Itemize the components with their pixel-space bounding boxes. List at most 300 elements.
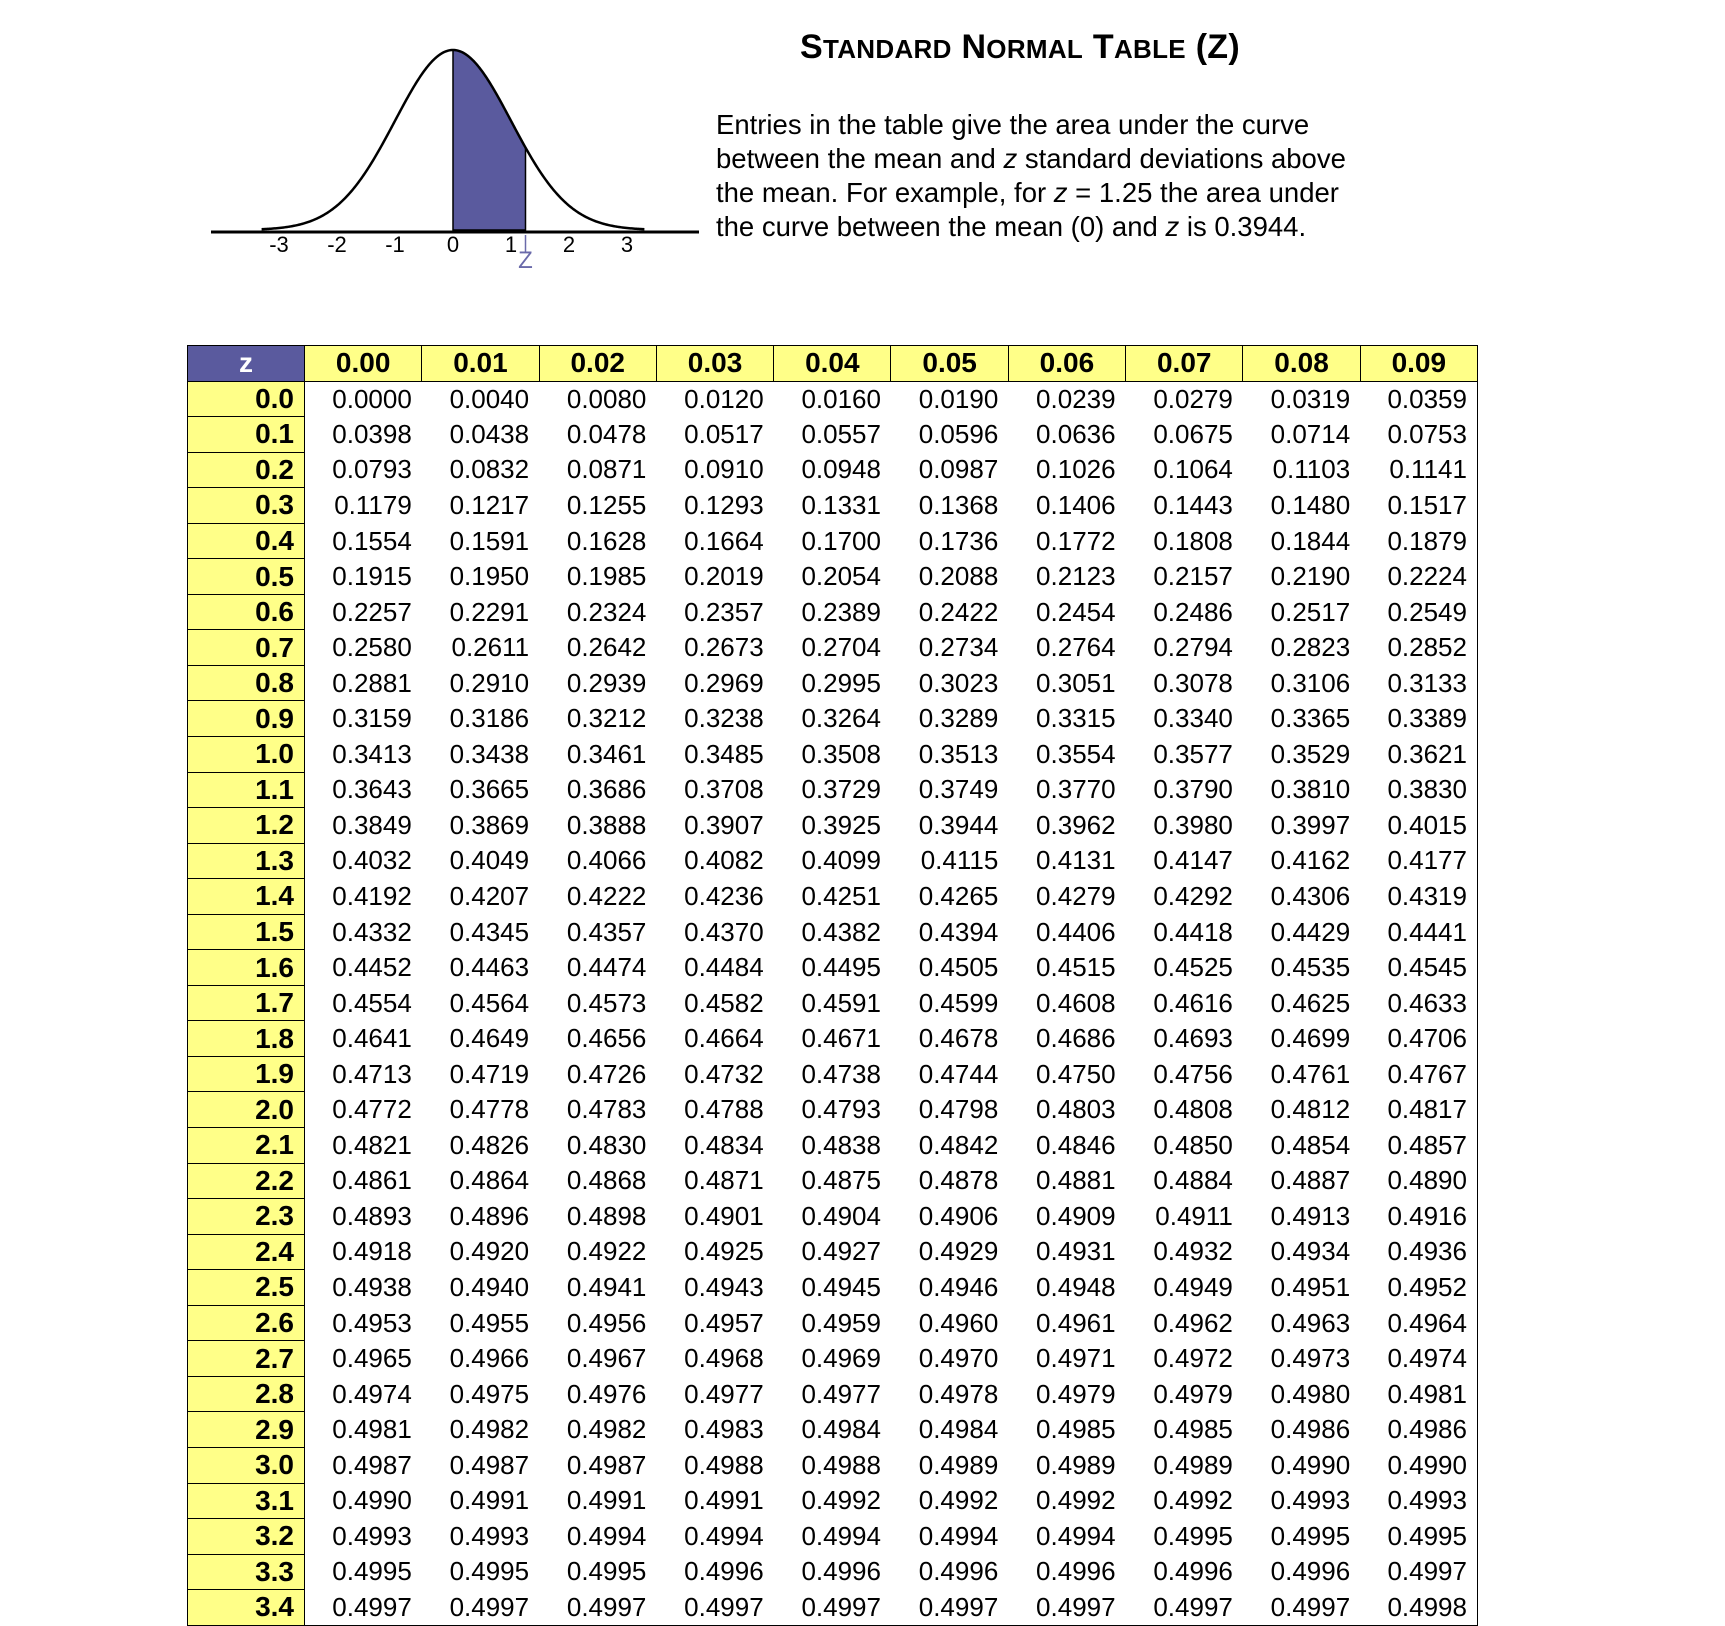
row-header-z: 2.2 — [188, 1163, 305, 1199]
table-row — [188, 452, 1478, 488]
table-cell: 0.4798 — [918, 1094, 999, 1125]
table-cell: 0.3078 — [1153, 667, 1233, 698]
table-cell: 0.4357 — [566, 916, 647, 947]
table-cell: 0.4990 — [1270, 1449, 1351, 1480]
row-header-z: 2.8 — [188, 1376, 305, 1412]
table-cell: 0.4961 — [1036, 1307, 1116, 1338]
table-cell: 0.4978 — [918, 1378, 999, 1409]
table-cell: 0.0832 — [449, 454, 530, 485]
table-cell: 0.4474 — [566, 952, 647, 983]
table-cell: 0.1879 — [1387, 525, 1467, 556]
table-row — [188, 1056, 1478, 1092]
table-row — [188, 665, 1478, 701]
row-header-z: 1.2 — [188, 808, 305, 844]
table-cell: 0.4686 — [1036, 1023, 1116, 1054]
table-cell: 0.1772 — [1036, 525, 1116, 556]
normal-curve-figure — [205, 20, 705, 280]
table-cell: 0.4996 — [1153, 1556, 1233, 1587]
table-cell: 0.4927 — [801, 1236, 881, 1267]
table-cell: 0.3438 — [449, 738, 530, 769]
table-cell: 0.4997 — [1153, 1591, 1233, 1622]
table-cell: 0.0279 — [1153, 383, 1233, 414]
table-cell: 0.4957 — [684, 1307, 764, 1338]
table-cell: 0.4969 — [801, 1343, 881, 1374]
table-cell: 0.4993 — [1387, 1485, 1467, 1516]
table-cell: 0.4998 — [1387, 1591, 1467, 1622]
table-cell: 0.3749 — [918, 774, 999, 805]
table-cell: 0.0871 — [566, 454, 647, 485]
table-cell: 0.2642 — [566, 632, 647, 663]
table-cell: 0.3508 — [801, 738, 881, 769]
table-cell: 0.2257 — [332, 596, 412, 627]
table-cell: 0.4812 — [1270, 1094, 1351, 1125]
table-cell: 0.4938 — [332, 1271, 412, 1302]
table-cell: 0.4878 — [918, 1165, 999, 1196]
table-cell: 0.4147 — [1153, 845, 1233, 876]
table-cell: 0.4671 — [801, 1023, 881, 1054]
table-cell: 0.3810 — [1270, 774, 1351, 805]
table-cell: 0.4015 — [1387, 809, 1467, 840]
table-cell: 0.3485 — [684, 738, 764, 769]
table-cell: 0.4441 — [1387, 916, 1467, 947]
table-cell: 0.4207 — [449, 880, 530, 911]
row-header-z: 1.8 — [188, 1021, 305, 1057]
table-cell: 0.4965 — [332, 1343, 412, 1374]
table-cell: 0.3051 — [1036, 667, 1116, 698]
table-row — [188, 630, 1478, 666]
table-cell: 0.4599 — [918, 987, 999, 1018]
table-cell: 0.0080 — [566, 383, 647, 414]
table-cell: 0.4761 — [1270, 1058, 1351, 1089]
table-cell: 0.4995 — [1153, 1520, 1233, 1551]
column-header: 0.04 — [774, 346, 891, 382]
axis-tick-label: 3 — [620, 232, 634, 257]
table-cell: 0.1736 — [918, 525, 999, 556]
table-cell: 0.1628 — [566, 525, 647, 556]
table-cell: 0.4925 — [684, 1236, 764, 1267]
table-cell: 0.4633 — [1387, 987, 1467, 1018]
table-cell: 0.3925 — [801, 809, 881, 840]
table-cell: 0.2486 — [1153, 596, 1233, 627]
table-cell: 0.4909 — [1036, 1200, 1116, 1231]
row-header-z: 0.3 — [188, 488, 305, 524]
table-cell: 0.4793 — [801, 1094, 881, 1125]
table-cell: 0.2881 — [332, 667, 412, 698]
table-cell: 0.4940 — [449, 1271, 530, 1302]
table-cell: 0.2673 — [684, 632, 764, 663]
table-cell: 0.4995 — [1270, 1520, 1351, 1551]
table-cell: 0.4881 — [1036, 1165, 1116, 1196]
table-row — [188, 843, 1478, 879]
table-cell: 0.4916 — [1387, 1200, 1467, 1231]
row-header-z: 2.9 — [188, 1412, 305, 1448]
z-marker-label: Z — [518, 247, 533, 274]
table-cell: 0.0000 — [332, 383, 412, 414]
table-row — [188, 914, 1478, 950]
table-cell: 0.2517 — [1270, 596, 1351, 627]
table-cell: 0.4817 — [1387, 1094, 1467, 1125]
table-cell: 0.4871 — [684, 1165, 764, 1196]
table-cell: 0.4744 — [918, 1058, 999, 1089]
table-cell: 0.4991 — [566, 1485, 647, 1516]
table-cell: 0.1950 — [449, 561, 530, 592]
table-cell: 0.4750 — [1036, 1058, 1116, 1089]
table-cell: 0.0517 — [684, 418, 764, 449]
table-cell: 0.4838 — [801, 1129, 881, 1160]
table-cell: 0.4997 — [332, 1591, 412, 1622]
table-cell: 0.0753 — [1387, 418, 1467, 449]
table-cell: 0.4803 — [1036, 1094, 1116, 1125]
table-cell: 0.0793 — [332, 454, 412, 485]
table-cell: 0.4956 — [566, 1307, 647, 1338]
table-cell: 0.4972 — [1153, 1343, 1233, 1374]
table-cell: 0.4162 — [1270, 845, 1351, 876]
table-cell: 0.4931 — [1036, 1236, 1116, 1267]
table-cell: 0.4994 — [566, 1520, 647, 1551]
table-cell: 0.1103 — [1272, 454, 1351, 485]
table-cell: 0.1554 — [332, 525, 412, 556]
row-header-z: 0.0 — [188, 381, 305, 417]
table-cell: 0.4952 — [1387, 1271, 1467, 1302]
table-cell: 0.4868 — [566, 1165, 647, 1196]
description-line: Entries in the table give the area under the curve — [716, 109, 1310, 140]
table-cell: 0.2454 — [1036, 596, 1116, 627]
table-cell: 0.4974 — [332, 1378, 412, 1409]
table-cell: 0.4955 — [449, 1307, 530, 1338]
table-cell: 0.4971 — [1036, 1343, 1116, 1374]
table-cell: 0.4788 — [684, 1094, 764, 1125]
table-cell: 0.2389 — [801, 596, 881, 627]
column-header: 0.00 — [305, 346, 422, 382]
table-row — [188, 1163, 1478, 1199]
table-cell: 0.4980 — [1270, 1378, 1351, 1409]
table-cell: 0.4222 — [566, 880, 647, 911]
table-cell: 0.4974 — [1387, 1343, 1467, 1374]
table-cell: 0.0438 — [449, 418, 530, 449]
table-cell: 0.4495 — [801, 952, 881, 983]
table-cell: 0.1368 — [918, 489, 999, 520]
row-header-z: 2.6 — [188, 1305, 305, 1341]
table-cell: 0.2549 — [1387, 596, 1467, 627]
table-cell: 0.4906 — [918, 1200, 999, 1231]
table-cell: 0.1255 — [566, 489, 647, 520]
table-cell: 0.4319 — [1387, 880, 1467, 911]
row-header-z: 2.4 — [188, 1234, 305, 1270]
table-cell: 0.4032 — [332, 845, 412, 876]
table-cell: 0.0636 — [1036, 418, 1116, 449]
table-cell: 0.4993 — [1270, 1485, 1351, 1516]
column-header: 0.09 — [1360, 346, 1477, 382]
table-cell: 0.3133 — [1387, 667, 1467, 698]
table-cell: 0.4987 — [566, 1449, 647, 1480]
table-cell: 0.4484 — [684, 952, 764, 983]
table-cell: 0.4738 — [801, 1058, 881, 1089]
axis-tick-label: -3 — [269, 232, 289, 257]
table-cell: 0.4977 — [801, 1378, 881, 1409]
table-cell: 0.3365 — [1270, 703, 1351, 734]
x-axis-tick-labels — [269, 232, 633, 257]
table-cell: 0.4821 — [332, 1129, 412, 1160]
table-cell: 0.4995 — [332, 1556, 412, 1587]
table-cell: 0.2580 — [332, 632, 412, 663]
table-cell: 0.1517 — [1387, 489, 1467, 520]
row-header-z: 3.0 — [188, 1447, 305, 1483]
table-cell: 0.4719 — [449, 1058, 530, 1089]
table-cell: 0.4995 — [1387, 1520, 1467, 1551]
row-header-z: 3.2 — [188, 1519, 305, 1555]
table-cell: 0.4975 — [449, 1378, 530, 1409]
table-cell: 0.4505 — [918, 952, 999, 983]
table-cell: 0.4992 — [918, 1485, 999, 1516]
table-cell: 0.3665 — [449, 774, 530, 805]
table-cell: 0.4564 — [449, 987, 530, 1018]
table-cell: 0.0478 — [566, 418, 647, 449]
row-header-z: 1.9 — [188, 1056, 305, 1092]
table-cell: 0.4929 — [918, 1236, 999, 1267]
table-cell: 0.4279 — [1036, 880, 1116, 911]
row-header-z: 3.1 — [188, 1483, 305, 1519]
table-cell: 0.4966 — [449, 1343, 530, 1374]
table-row — [188, 594, 1478, 630]
row-header-z: 0.2 — [188, 452, 305, 488]
table-cell: 0.0359 — [1387, 383, 1467, 414]
description-line: the mean. For example, for z = 1.25 the area under — [716, 177, 1339, 208]
table-cell: 0.0596 — [918, 418, 999, 449]
table-cell: 0.4989 — [918, 1449, 999, 1480]
table-cell: 0.1406 — [1036, 489, 1116, 520]
table-cell: 0.4997 — [566, 1591, 647, 1622]
table-cell: 0.4995 — [449, 1556, 530, 1587]
table-cell: 0.4772 — [332, 1094, 412, 1125]
table-cell: 0.4948 — [1036, 1271, 1116, 1302]
axis-tick-label: -1 — [385, 232, 405, 257]
column-header: 0.03 — [656, 346, 773, 382]
table-cell: 0.1026 — [1036, 454, 1116, 485]
row-header-z: 1.1 — [188, 772, 305, 808]
row-header-z: 1.0 — [188, 737, 305, 773]
table-cell: 0.4887 — [1270, 1165, 1351, 1196]
table-cell: 0.4251 — [801, 880, 881, 911]
table-cell: 0.4976 — [566, 1378, 647, 1409]
table-cell: 0.4345 — [449, 916, 530, 947]
table-cell: 0.4545 — [1387, 952, 1467, 983]
table-description — [716, 108, 1416, 244]
table-cell: 0.4994 — [684, 1520, 764, 1551]
table-cell: 0.4911 — [1155, 1200, 1233, 1231]
table-cell: 0.0398 — [332, 418, 412, 449]
table-row — [188, 417, 1478, 453]
table-cell: 0.1808 — [1153, 525, 1233, 556]
table-cell: 0.4713 — [332, 1058, 412, 1089]
table-cell: 0.4913 — [1270, 1200, 1351, 1231]
table-cell: 0.4678 — [918, 1023, 999, 1054]
table-cell: 0.4959 — [801, 1307, 881, 1338]
table-cell: 0.3513 — [918, 738, 999, 769]
table-cell: 0.4625 — [1270, 987, 1351, 1018]
table-cell: 0.1480 — [1270, 489, 1351, 520]
table-cell: 0.4934 — [1270, 1236, 1351, 1267]
table-row — [188, 1447, 1478, 1483]
table-cell: 0.4306 — [1270, 880, 1351, 911]
table-cell: 0.4904 — [801, 1200, 881, 1231]
table-cell: 0.3289 — [918, 703, 999, 734]
row-header-z: 2.1 — [188, 1128, 305, 1164]
table-cell: 0.4582 — [684, 987, 764, 1018]
table-cell: 0.0675 — [1153, 418, 1233, 449]
table-cell: 0.1331 — [801, 489, 881, 520]
table-row — [188, 1554, 1478, 1590]
table-cell: 0.4429 — [1270, 916, 1351, 947]
table-cell: 0.4936 — [1387, 1236, 1467, 1267]
description-line: the curve between the mean (0) and z is 0.3944. — [716, 211, 1307, 242]
table-cell: 0.4857 — [1387, 1129, 1467, 1160]
table-cell: 0.4970 — [918, 1343, 999, 1374]
table-row — [188, 1234, 1478, 1270]
table-cell: 0.4131 — [1036, 845, 1116, 876]
table-cell: 0.4993 — [332, 1520, 412, 1551]
table-cell: 0.4951 — [1270, 1271, 1351, 1302]
table-cell: 0.3577 — [1153, 738, 1233, 769]
table-cell: 0.2764 — [1036, 632, 1116, 663]
table-cell: 0.3159 — [332, 703, 412, 734]
table-cell: 0.3554 — [1036, 738, 1116, 769]
row-header-z: 1.7 — [188, 985, 305, 1021]
table-cell: 0.0160 — [801, 383, 881, 414]
table-cell: 0.4943 — [684, 1271, 764, 1302]
table-cell: 0.4985 — [1036, 1414, 1116, 1445]
table-cell: 0.4515 — [1036, 952, 1116, 983]
table-cell: 0.4292 — [1153, 880, 1233, 911]
table-cell: 0.4981 — [1387, 1378, 1467, 1409]
table-cell: 0.0239 — [1036, 383, 1116, 414]
table-cell: 0.3621 — [1387, 738, 1467, 769]
table-cell: 0.4783 — [566, 1094, 647, 1125]
row-header-z: 1.4 — [188, 879, 305, 915]
row-header-z: 0.5 — [188, 559, 305, 595]
table-cell: 0.1664 — [684, 525, 764, 556]
table-cell: 0.4406 — [1036, 916, 1116, 947]
table-cell: 0.4960 — [918, 1307, 999, 1338]
table-cell: 0.4115 — [920, 845, 999, 876]
table-cell: 0.0910 — [684, 454, 764, 485]
table-cell: 0.2088 — [918, 561, 999, 592]
table-cell: 0.4861 — [332, 1165, 412, 1196]
table-cell: 0.3238 — [684, 703, 764, 734]
table-cell: 0.1293 — [684, 489, 764, 520]
column-header: 0.01 — [422, 346, 539, 382]
table-cell: 0.2054 — [801, 561, 881, 592]
axis-tick-label: 0 — [446, 232, 460, 257]
table-cell: 0.4932 — [1153, 1236, 1233, 1267]
table-cell: 0.4554 — [332, 987, 412, 1018]
table-cell: 0.4591 — [801, 987, 881, 1018]
table-cell: 0.4968 — [684, 1343, 764, 1374]
table-cell: 0.4901 — [684, 1200, 764, 1231]
table-cell: 0.4992 — [1153, 1485, 1233, 1516]
table-cell: 0.4989 — [1153, 1449, 1233, 1480]
table-cell: 0.4996 — [684, 1556, 764, 1587]
shaded-area-under-curve — [453, 50, 526, 230]
table-cell: 0.4979 — [1036, 1378, 1116, 1409]
table-cell: 0.4332 — [332, 916, 412, 947]
table-row — [188, 1590, 1478, 1626]
row-header-z: 0.4 — [188, 523, 305, 559]
row-header-z: 2.0 — [188, 1092, 305, 1128]
table-cell: 0.4890 — [1387, 1165, 1467, 1196]
table-cell: 0.4996 — [918, 1556, 999, 1587]
table-row — [188, 1128, 1478, 1164]
table-cell: 0.0714 — [1270, 418, 1351, 449]
table-cell: 0.2734 — [918, 632, 999, 663]
table-cell: 0.4981 — [332, 1414, 412, 1445]
table-cell: 0.4977 — [684, 1378, 764, 1409]
table-row — [188, 1483, 1478, 1519]
table-cell: 0.4850 — [1153, 1129, 1233, 1160]
table-cell: 0.4992 — [1036, 1485, 1116, 1516]
table-cell: 0.3907 — [684, 809, 764, 840]
table-cell: 0.3944 — [918, 809, 999, 840]
table-cell: 0.2123 — [1036, 561, 1116, 592]
table-cell: 0.2995 — [801, 667, 881, 698]
table-cell: 0.4920 — [449, 1236, 530, 1267]
table-cell: 0.4991 — [449, 1485, 530, 1516]
table-cell: 0.3413 — [332, 738, 412, 769]
column-header: 0.08 — [1243, 346, 1360, 382]
table-cell: 0.4177 — [1387, 845, 1467, 876]
table-cell: 0.1915 — [332, 561, 412, 592]
table-cell: 0.4953 — [332, 1307, 412, 1338]
table-cell: 0.4525 — [1153, 952, 1233, 983]
table-row — [188, 1092, 1478, 1128]
table-cell: 0.3962 — [1036, 809, 1116, 840]
table-cell: 0.1179 — [334, 489, 412, 520]
table-cell: 0.2324 — [566, 596, 647, 627]
table-cell: 0.0319 — [1270, 383, 1351, 414]
table-cell: 0.3389 — [1387, 703, 1467, 734]
table-cell: 0.4463 — [449, 952, 530, 983]
table-cell: 0.4988 — [684, 1449, 764, 1480]
row-header-z: 0.9 — [188, 701, 305, 737]
page-title: STANDARD NORMAL TABLE (Z) — [799, 28, 1241, 66]
table-cell: 0.4994 — [918, 1520, 999, 1551]
z-marker — [518, 235, 533, 274]
table-cell: 0.4099 — [801, 845, 881, 876]
row-header-z: 3.4 — [188, 1590, 305, 1626]
table-cell: 0.3023 — [918, 667, 999, 698]
table-cell: 0.4394 — [918, 916, 999, 947]
table-cell: 0.4649 — [449, 1023, 530, 1054]
table-cell: 0.4963 — [1270, 1307, 1351, 1338]
table-row — [188, 1270, 1478, 1306]
table-cell: 0.4941 — [566, 1271, 647, 1302]
table-cell: 0.1141 — [1389, 454, 1467, 485]
table-cell: 0.4990 — [1387, 1449, 1467, 1480]
table-cell: 0.4846 — [1036, 1129, 1116, 1160]
table-cell: 0.4962 — [1153, 1307, 1233, 1338]
row-header-z: 3.3 — [188, 1554, 305, 1590]
table-cell: 0.4997 — [1387, 1556, 1467, 1587]
table-cell: 0.4988 — [801, 1449, 881, 1480]
table-cell: 0.4946 — [918, 1271, 999, 1302]
row-header-z: 2.5 — [188, 1270, 305, 1306]
table-cell: 0.4573 — [566, 987, 647, 1018]
table-cell: 0.4997 — [1036, 1591, 1116, 1622]
table-cell: 0.4983 — [684, 1414, 764, 1445]
table-cell: 0.4991 — [684, 1485, 764, 1516]
table-cell: 0.1844 — [1270, 525, 1351, 556]
table-cell: 0.4418 — [1153, 916, 1233, 947]
table-cell: 0.1985 — [566, 561, 647, 592]
